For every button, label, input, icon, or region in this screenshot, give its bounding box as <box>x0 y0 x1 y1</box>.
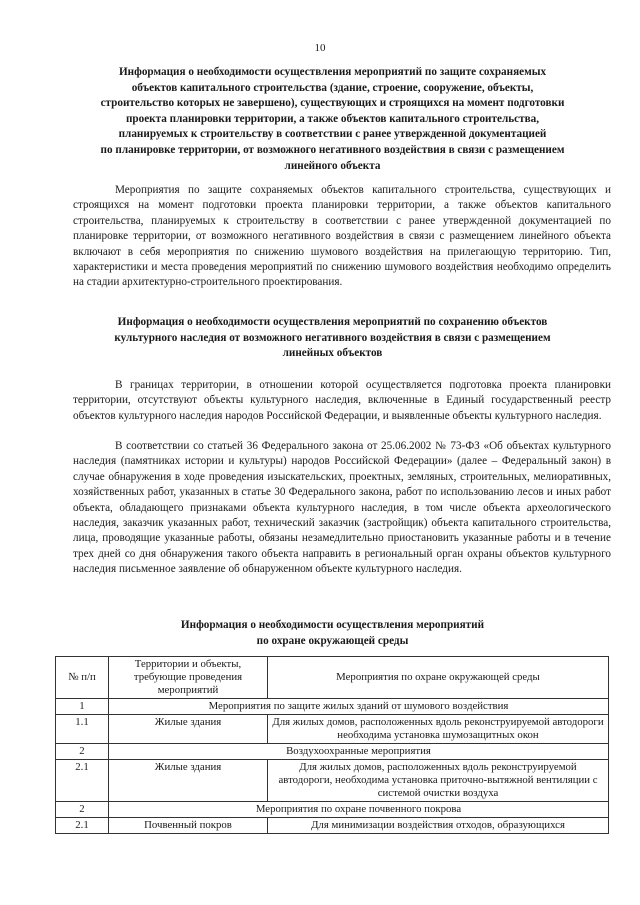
heading-line: планируемых к строительству в соответствии с ранее утвержденной документацией <box>118 128 547 141</box>
heading-line: линейных объектов <box>282 347 383 360</box>
header-number: № п/п <box>56 657 109 699</box>
paragraph-noise-measures: Мероприятия по защите сохраняемых объектов капитального строительства, существующих и строящихся на момент подготовки проекта планировки территории, а также объектов капитального строительства, планируемых к строительству в соответствии с ранее утвержденной документацией по планировке территории, от возможного негативного воздействия в связи с размещением линейного объекта включают в себя мероприятия по снижению шумового воздействия на прилегающую территорию. Тип, характеристики и места проведения мероприятий по снижению шумового воздействия необходимо определить на стадии архитектурно-строительного проектирования. <box>73 184 611 289</box>
table-header-row <box>56 657 609 699</box>
heading-line: строительство которых не завершено), существующих и строящихся на момент подготовки <box>100 97 565 110</box>
paragraph-heritage-law: В соответствии со статьей 36 Федерального закона от 25.06.2002 № 73-ФЗ «Об объектах культурного наследия (памятниках истории и культуры) народов Российской Федерации» (далее – Федеральный закон) в случае обнаружения в ходе проведения изыскательских, проектных, земляных, строительных, мелиоративных, хозяйственных работ, указанных в статье 30 Федерального закона, работ по использованию лесов и иных работ объекта, обладающего признаками объекта культурного наследия, в том числе объекта археологического наследия, заказчик указанных работ, технический заказчик (застройщик) объекта капитального строительства, лица, проводящие указанные работы, обязаны незамедлительно приостановить указанные работы и в течение трех дней со дня обнаружения такого объекта направить в региональный орган охраны объектов культурного наследия письменное заявление об обнаруженном объекте культурного наследия. <box>73 440 611 576</box>
row-number: 2 <box>56 744 109 760</box>
row-measure: Для жилых домов, расположенных вдоль реконструируемой автодороги, необходима установка приточно-вытяжной вентиляции с системой очистки воздуха <box>268 760 609 802</box>
heading-line: по охране окружающей среды <box>256 634 409 647</box>
section-title: Мероприятия по защите жилых зданий от шумового воздействия <box>109 699 609 715</box>
environment-measures-table <box>55 656 609 834</box>
row-number: 2.1 <box>56 760 109 802</box>
table-row <box>56 818 609 834</box>
row-measure: Для жилых домов, расположенных вдоль реконструируемой автодороги необходима установка шумозащитных окон <box>268 715 609 744</box>
table-section-row <box>56 802 609 818</box>
section-heading-protection <box>60 65 605 174</box>
row-number: 2.1 <box>56 818 109 834</box>
section-heading-environment <box>100 618 565 649</box>
row-number: 1 <box>56 699 109 715</box>
table-section-row <box>56 744 609 760</box>
table-row <box>56 715 609 744</box>
header-objects: Территории и объекты, требующие проведения мероприятий <box>109 657 268 699</box>
table-section-row <box>56 699 609 715</box>
row-object: Почвенный покров <box>109 818 268 834</box>
paragraph-heritage-absence: В границах территории, в отношении которой осуществляется подготовка проекта планировки территории, отсутствуют объекты культурного наследия, включенные в Единый государственный реестр объектов культурного наследия народов Российской Федерации, и выявленные объекты культурного наследия. <box>73 379 611 422</box>
heading-line: Информация о необходимости осуществления мероприятий <box>180 619 485 631</box>
heading-line: линейного объекта <box>284 159 381 172</box>
heading-line: Информация о необходимости осуществления мероприятий по сохранению объектов <box>117 316 548 328</box>
table-row <box>56 760 609 802</box>
row-number: 1.1 <box>56 715 109 744</box>
heading-line: Информация о необходимости осуществления мероприятий по защите сохраняемых <box>118 66 547 78</box>
page-number: 10 <box>314 42 326 54</box>
row-object: Жилые здания <box>109 715 268 744</box>
section-title: Воздухоохранные мероприятия <box>109 744 609 760</box>
section-heading-heritage <box>60 315 605 362</box>
heading-line: объектов капитального строительства (здание, строение, сооружение, объекты, <box>131 81 534 94</box>
header-measures: Мероприятия по охране окружающей среды <box>268 657 609 699</box>
heading-line: культурного наследия от возможного негативного воздействия в связи с размещением <box>114 331 551 344</box>
row-number: 2 <box>56 802 109 818</box>
heading-line: проекта планировки территории, а также объектов капитального строительства, <box>125 112 540 125</box>
section-title: Мероприятия по охране почвенного покрова <box>109 802 609 818</box>
row-object: Жилые здания <box>109 760 268 802</box>
row-measure: Для минимизации воздействия отходов, образующихся <box>268 818 609 834</box>
heading-line: по планировке территории, от возможного негативного воздействия в связи с размещением <box>100 143 565 156</box>
